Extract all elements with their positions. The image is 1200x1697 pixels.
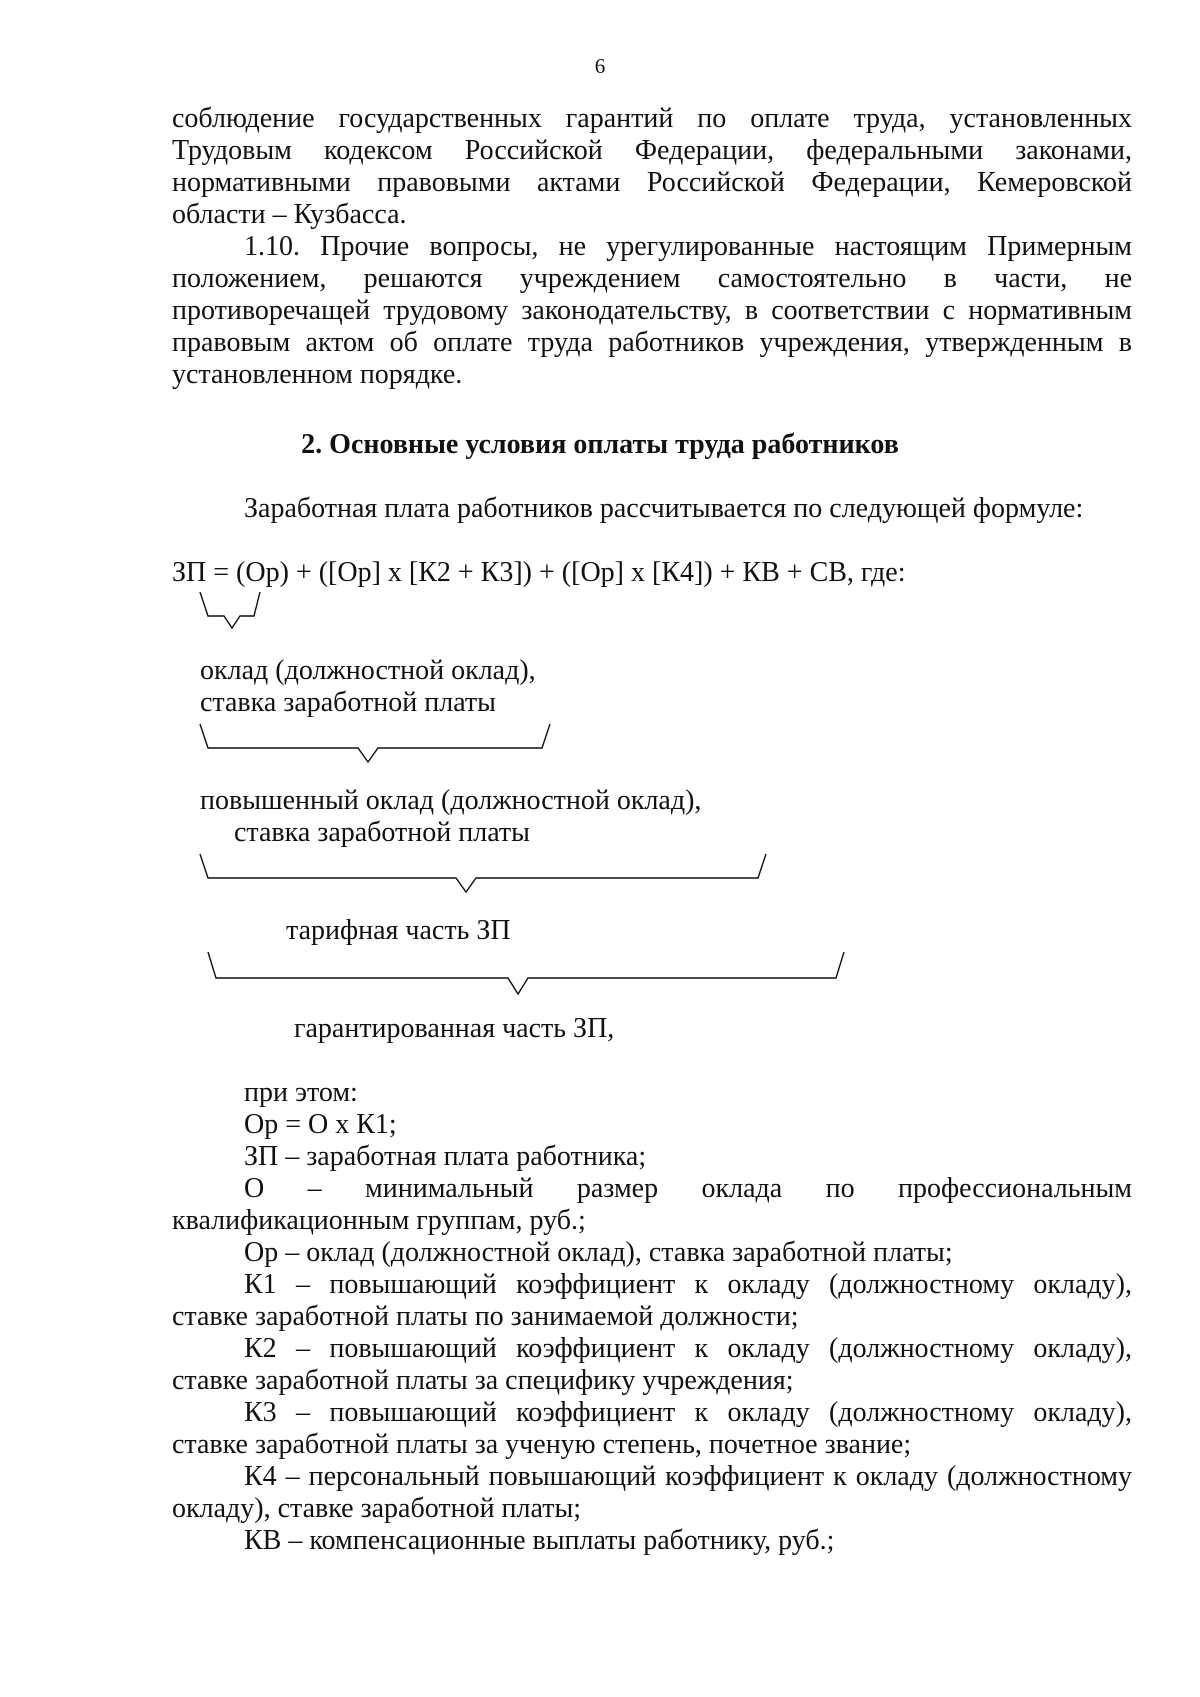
diagram-level3: тарифная часть ЗП xyxy=(286,915,511,946)
intro-line: области – Кузбасса. xyxy=(172,199,407,230)
paragraph-1-10-line: правовым актом об оплате труда работников учреждения, утвержденным в xyxy=(172,327,1132,358)
diagram-level2-line2: ставка заработной платы xyxy=(234,817,530,848)
definitions-lead: при этом: xyxy=(244,1077,358,1108)
diagram-level4: гарантированная часть ЗП, xyxy=(294,1013,615,1044)
paragraph-1-10-line: 1.10. Прочие вопросы, не урегулированные настоящим Примерным xyxy=(244,231,1132,262)
intro-line: Трудовым кодексом Российской Федерации, федеральными законами, xyxy=(172,135,1132,166)
brace-4 xyxy=(206,950,846,1002)
definition-k4-cont: окладу), ставке заработной платы; xyxy=(172,1493,582,1524)
section-heading: 2. Основные условия оплаты труда работников xyxy=(301,429,899,460)
definition-op-formula: Ор = О х К1; xyxy=(244,1109,397,1140)
paragraph-1-10-line: противоречащей трудовому законодательству, в соответствии с нормативным xyxy=(172,295,1132,326)
intro-line: соблюдение государственных гарантий по оплате труда, установленных xyxy=(172,103,1132,134)
definition-zp: ЗП – заработная плата работника; xyxy=(244,1141,647,1172)
formula-intro: Заработная плата работников рассчитывается по следующей формуле: xyxy=(244,493,1084,524)
diagram-level1-line1: оклад (должностной оклад), xyxy=(200,655,536,686)
definition-k2: К2 – повышающий коэффициент к окладу (должностному окладу), xyxy=(244,1333,1132,1364)
definition-k3: К3 – повышающий коэффициент к окладу (должностному окладу), xyxy=(244,1397,1132,1428)
definition-k1-cont: ставке заработной платы по занимаемой должности; xyxy=(172,1301,799,1332)
definition-o-cont: квалификационным группам, руб.; xyxy=(172,1205,586,1236)
definition-op: Ор – оклад (должностной оклад), ставка заработной платы; xyxy=(244,1237,953,1268)
salary-formula: ЗП = (Ор) + ([Ор] х [К2 + К3]) + ([Ор] х [К4]) + КВ + СВ, где: xyxy=(172,557,906,588)
definition-k4: К4 – персональный повышающий коэффициент к окладу (должностному xyxy=(244,1461,1132,1492)
diagram-level1-line2: ставка заработной платы xyxy=(200,687,496,718)
brace-3 xyxy=(198,852,778,902)
brace-1 xyxy=(198,590,268,630)
paragraph-1-10-line: установленном порядке. xyxy=(172,359,463,390)
paragraph-1-10-line: положением, решаются учреждением самостоятельно в части, не xyxy=(172,263,1132,294)
definition-kv: КВ – компенсационные выплаты работнику, руб.; xyxy=(244,1525,835,1556)
diagram-level2-line1: повышенный оклад (должностной оклад), xyxy=(200,785,702,816)
definition-k1: К1 – повышающий коэффициент к окладу (должностному окладу), xyxy=(244,1269,1132,1300)
definition-o: О – минимальный размер оклада по профессиональным xyxy=(244,1173,1132,1204)
definition-k3-cont: ставке заработной платы за ученую степень, почетное звание; xyxy=(172,1429,912,1460)
definition-k2-cont: ставке заработной платы за специфику учреждения; xyxy=(172,1365,794,1396)
intro-line: нормативными правовыми актами Российской Федерации, Кемеровской xyxy=(172,167,1132,198)
page-number: 6 xyxy=(594,54,606,78)
brace-2 xyxy=(198,722,558,772)
